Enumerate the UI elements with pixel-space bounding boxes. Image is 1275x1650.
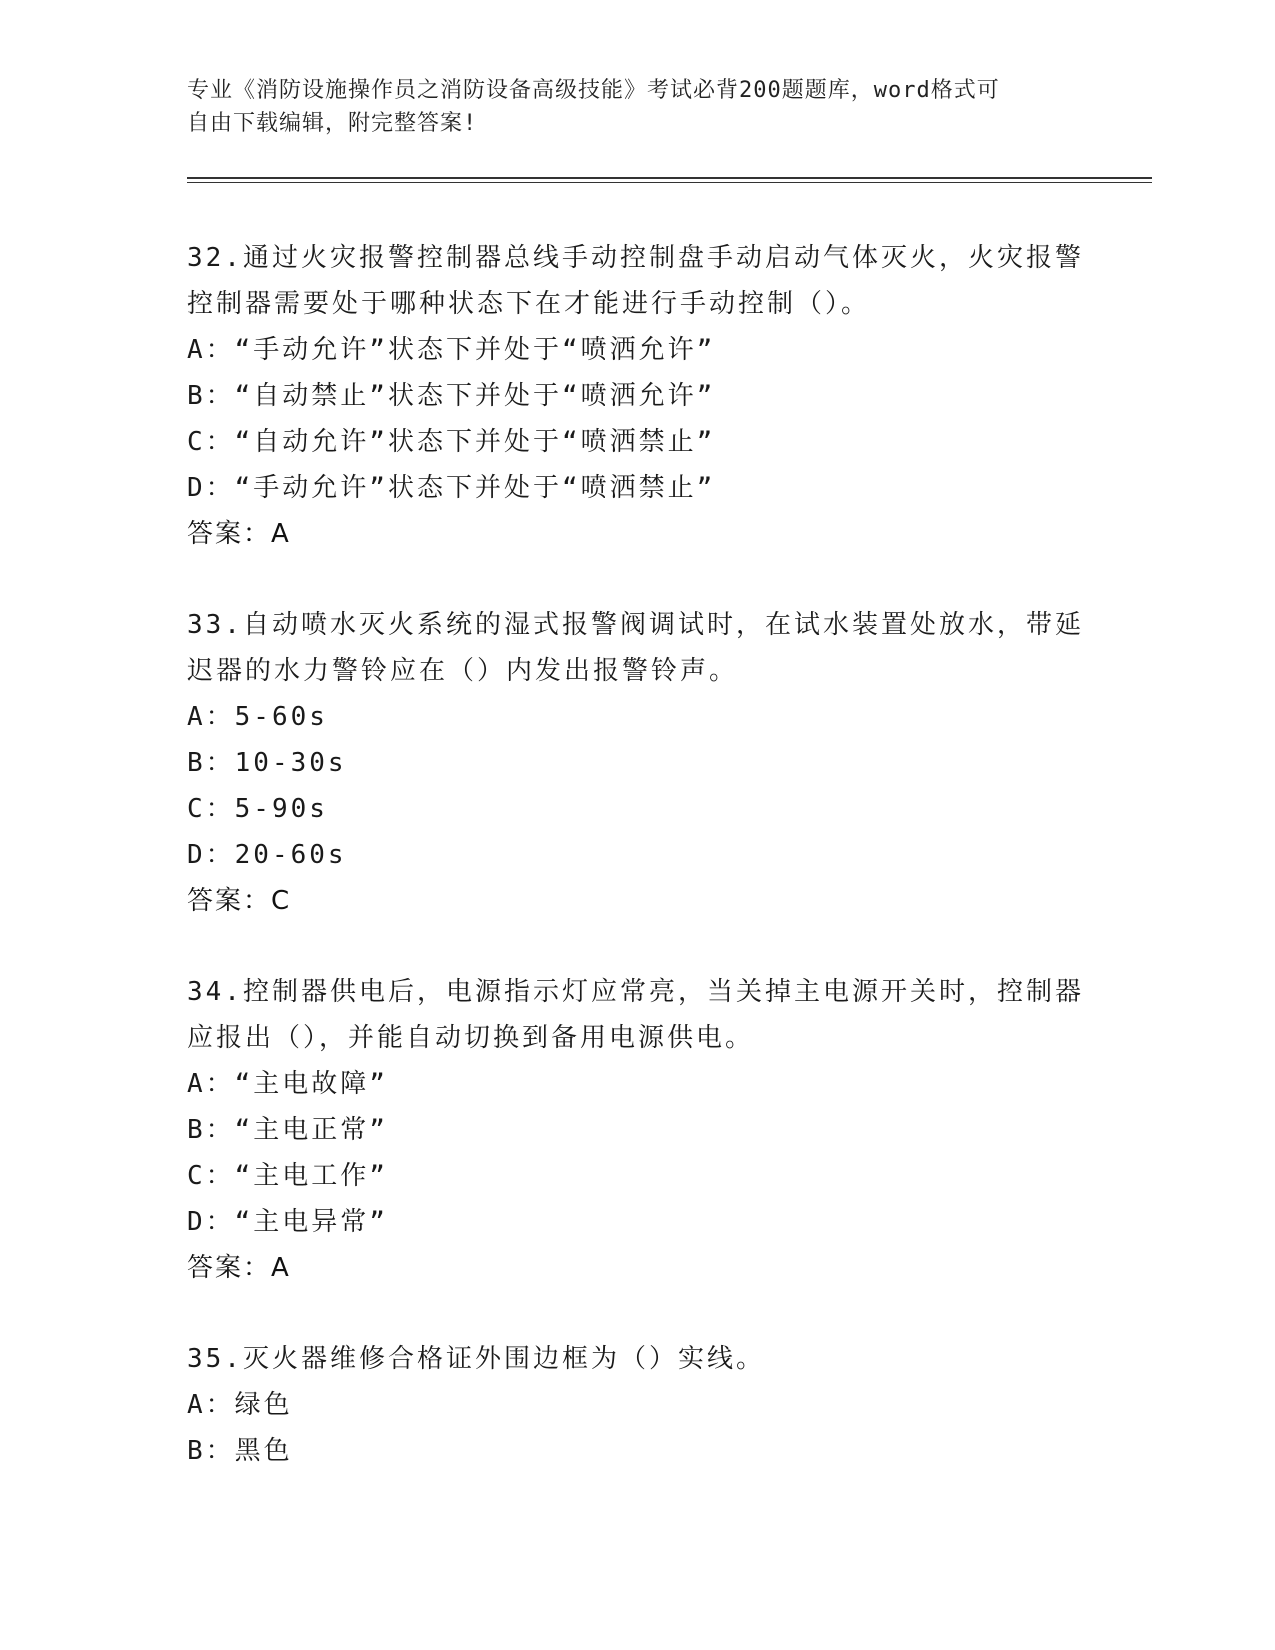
question-stem-line-1: 35.灭火器维修合格证外围边框为（）实线。	[187, 1344, 765, 1374]
question-stem-line-2: 应报出（），并能自动切换到备用电源供电。	[187, 1023, 755, 1053]
option-a: A：5-60s	[187, 702, 328, 732]
document-header	[187, 74, 1087, 140]
option-a: A：“手动允许”状态下并处于“喷洒允许”	[187, 335, 716, 365]
option-b: B：“自动禁止”状态下并处于“喷洒允许”	[187, 381, 716, 411]
question-list	[187, 235, 1087, 1519]
option-b: B：10-30s	[187, 748, 347, 778]
header-divider-thick	[187, 177, 1152, 179]
header-divider-thin	[187, 182, 1152, 183]
question-32	[187, 235, 1087, 557]
option-b: B：黑色	[187, 1436, 293, 1466]
answer: 答案：A	[187, 519, 291, 549]
option-d: D：“主电异常”	[187, 1207, 388, 1237]
option-b: B：“主电正常”	[187, 1115, 388, 1145]
option-d: D：20-60s	[187, 840, 347, 870]
question-stem-line-2: 迟器的水力警铃应在（）内发出报警铃声。	[187, 656, 739, 686]
question-34	[187, 969, 1087, 1291]
question-stem-line-1: 33.自动喷水灭火系统的湿式报警阀调试时，在试水装置处放水，带延	[187, 610, 1084, 640]
option-c: C：“主电工作”	[187, 1161, 388, 1191]
question-stem-line-1: 32.通过火灾报警控制器总线手动控制盘手动启动气体灭火，火灾报警	[187, 243, 1084, 273]
answer: 答案：C	[187, 886, 292, 916]
question-35	[187, 1336, 1087, 1474]
option-c: C：“自动允许”状态下并处于“喷洒禁止”	[187, 427, 716, 457]
question-stem-line-2: 控制器需要处于哪种状态下在才能进行手动控制（）。	[187, 289, 871, 319]
header-line-1: 专业《消防设施操作员之消防设备高级技能》考试必背200题题库，word格式可	[187, 78, 1000, 103]
option-d: D：“手动允许”状态下并处于“喷洒禁止”	[187, 473, 716, 503]
option-a: A：绿色	[187, 1390, 293, 1420]
option-c: C：5-90s	[187, 794, 328, 824]
header-line-2: 自由下载编辑，附完整答案!	[187, 111, 478, 136]
option-a: A：“主电故障”	[187, 1069, 388, 1099]
answer: 答案：A	[187, 1253, 291, 1283]
question-stem-line-1: 34.控制器供电后，电源指示灯应常亮，当关掉主电源开关时，控制器	[187, 977, 1084, 1007]
question-33	[187, 602, 1087, 924]
